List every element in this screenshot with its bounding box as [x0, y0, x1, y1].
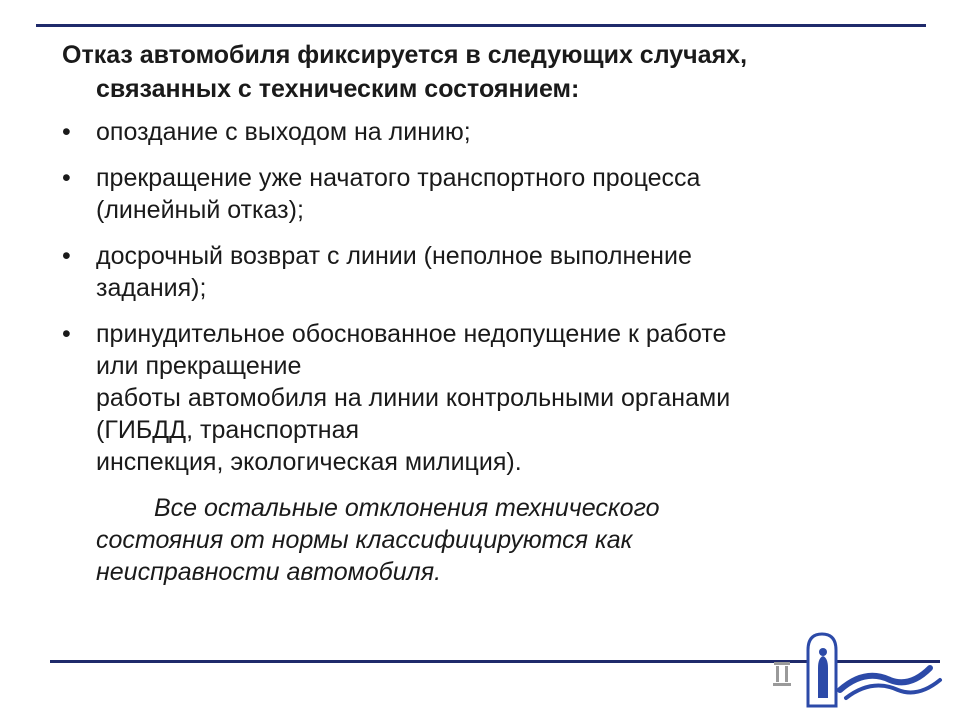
bullet-icon: •	[62, 242, 71, 270]
university-logo-icon	[770, 628, 950, 708]
list-item	[62, 162, 922, 226]
item-2-line-2: (линейный отказ);	[96, 196, 304, 224]
item-1-line-1: опоздание с выходом на линию;	[96, 118, 471, 146]
item-2-line-1: прекращение уже начатого транспортного процесса	[96, 164, 701, 192]
item-3-line-1: досрочный возврат с линии (неполное выполнение	[96, 242, 692, 270]
bullet-icon: •	[62, 164, 71, 192]
conclusion-note	[62, 492, 922, 588]
item-4-line-1: принудительное обоснованное недопущение к работе	[96, 320, 727, 348]
item-4-line-3: работы автомобиля на линии контрольными органами	[96, 384, 731, 412]
item-4-line-4: (ГИБДД, транспортная	[96, 416, 360, 444]
slide-content	[62, 38, 922, 588]
heading-line-1: Отказ автомобиля фиксируется в следующих случаях,	[62, 41, 748, 69]
item-4-line-5: инспекция, экологическая милиция).	[96, 448, 522, 476]
heading-line-2: связанных с техническим состоянием:	[96, 75, 580, 103]
list-item	[62, 116, 922, 148]
item-4-line-2: или прекращение	[96, 352, 302, 380]
list-item	[62, 240, 922, 304]
list-item	[62, 318, 922, 478]
note-line-1: Все остальные отклонения технического	[154, 494, 660, 522]
top-divider	[36, 24, 926, 27]
item-3-line-2: задания);	[96, 274, 207, 302]
bullet-list	[62, 116, 922, 478]
note-line-3: неисправности автомобиля.	[96, 558, 442, 586]
note-line-2: состояния от нормы классифицируются как	[96, 526, 633, 554]
slide-heading	[62, 38, 922, 106]
bullet-icon: •	[62, 320, 71, 348]
bullet-icon: •	[62, 118, 71, 146]
